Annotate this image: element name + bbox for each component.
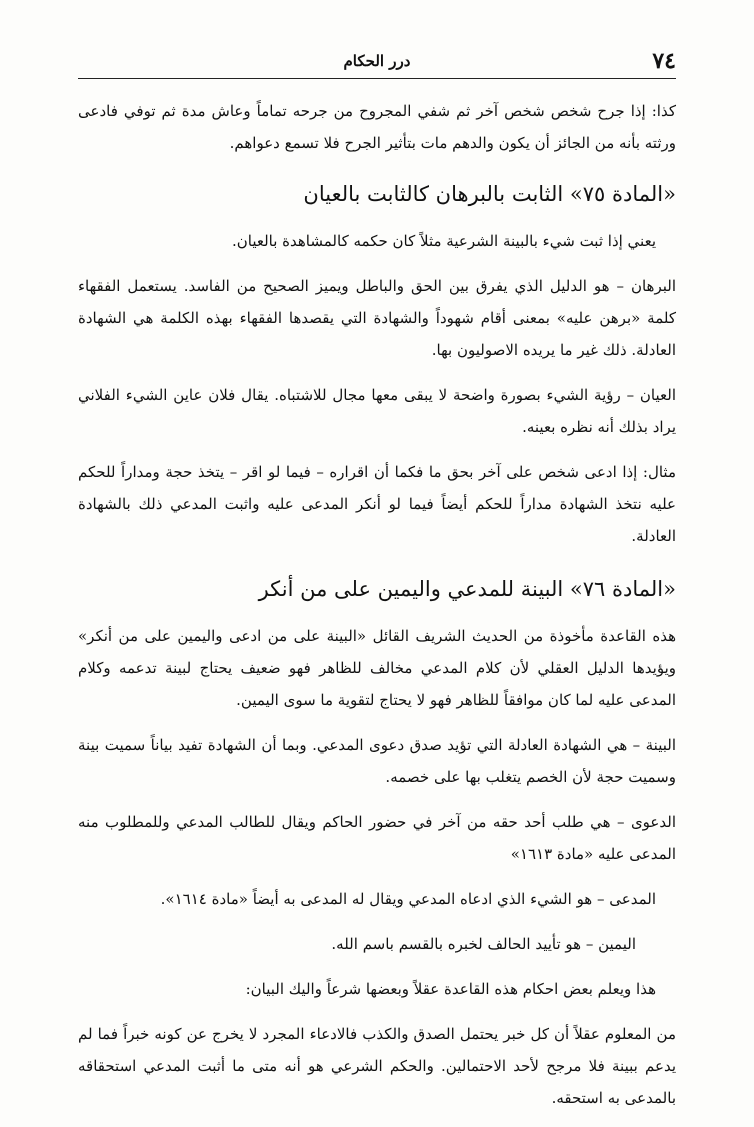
page-body — [78, 95, 676, 1127]
paragraph: البرهان – هو الدليل الذي يفرق بين الحق والباطل ويميز الصحيح من الفاسد. يستعمل الفقهاء كلمة «برهن عليه» بمعنى أقام شهوداً والشهادة التي يقصدها الفقهاء بهذه الكلمة هي الشهادة العادلة. ذلك غير ما يريده الاصوليون بها. — [78, 277, 676, 359]
paragraph: كذا: إذا جرح شخص شخص آخر ثم شفي المجروح من جرحه تماماً وعاش مدة ثم توفي فادعى ورثته بأنه من الجائز أن يكون والدهم مات بتأثير الجرح فلا تسمع دعواهم. — [78, 102, 676, 152]
paragraph: مثال: إذا ادعى شخص على آخر بحق ما فكما أن اقراره – فيما لو اقر – يتخذ حجة ومداراً للحكم عليه نتخذ الشهادة مداراً للحكم أيضاً فيما لو أنكر المدعى عليه واثبت المدعي ذلك بالشهادة العادلة. — [78, 463, 676, 545]
page-header — [78, 48, 676, 79]
paragraph: البينة – هي الشهادة العادلة التي تؤيد صدق دعوى المدعي. وبما أن الشهادة تفيد بياناً سميت بينة وسميت حجة لأن الخصم يتغلب بها على خصمه. — [78, 736, 676, 786]
paragraph: هذه القاعدة مأخوذة من الحديث الشريف القائل «البينة على من ادعى واليمين على من أنكر» ويؤيدها الدليل العقلي لأن كلام المدعي مخالف للظاهر فهو ضعيف يحتاج لبينة تدعمه وكلام المدعى عليه لما كان موافقاً للظاهر فهو لا يحتاج لتقوية ما سوى اليمين. — [78, 627, 676, 709]
page-number: ٧٤ — [652, 48, 676, 74]
paragraph: العيان – رؤية الشيء بصورة واضحة لا يبقى معها مجال للاشتباه. يقال فلان عاين الشيء الفلاني يراد بذلك أنه نظره بعينه. — [78, 386, 676, 436]
article-heading: «المادة ٧٦» البينة للمدعي واليمين على من أنكر — [258, 577, 676, 601]
paragraph: المدعى – هو الشيء الذي ادعاه المدعي ويقال له المدعى به أيضاً «مادة ١٦١٤». — [160, 890, 656, 908]
paragraph: اليمين – هو تأييد الحالف لخبره بالقسم باسم الله. — [331, 935, 636, 953]
paragraph: هذا ويعلم بعض احكام هذه القاعدة عقلاً وبعضها شرعاً واليك البيان: — [245, 980, 656, 998]
paragraph: من المعلوم عقلاً أن كل خبر يحتمل الصدق والكذب فالادعاء المجرد لا يخرج عن كونه خبراً فما لم يدعم ببينة فلا مرجح لأحد الاحتمالين. والحكم الشرعي هو أنه متى ما أثبت المدعي استحقاقه بالمدعى به استحقه. — [78, 1025, 676, 1107]
article-heading: «المادة ٧٥» الثابت بالبرهان كالثابت بالعيان — [303, 182, 676, 206]
paragraph: يعني إذا ثبت شيء بالبينة الشرعية مثلاً كان حكمه كالمشاهدة بالعيان. — [231, 232, 656, 250]
paragraph: الدعوى – هي طلب أحد حقه من آخر في حضور الحاكم ويقال للطالب المدعي وللمطلوب منه المدعى عليه «مادة ١٦١٣» — [78, 813, 676, 863]
running-title: درر الحكام — [343, 52, 411, 70]
